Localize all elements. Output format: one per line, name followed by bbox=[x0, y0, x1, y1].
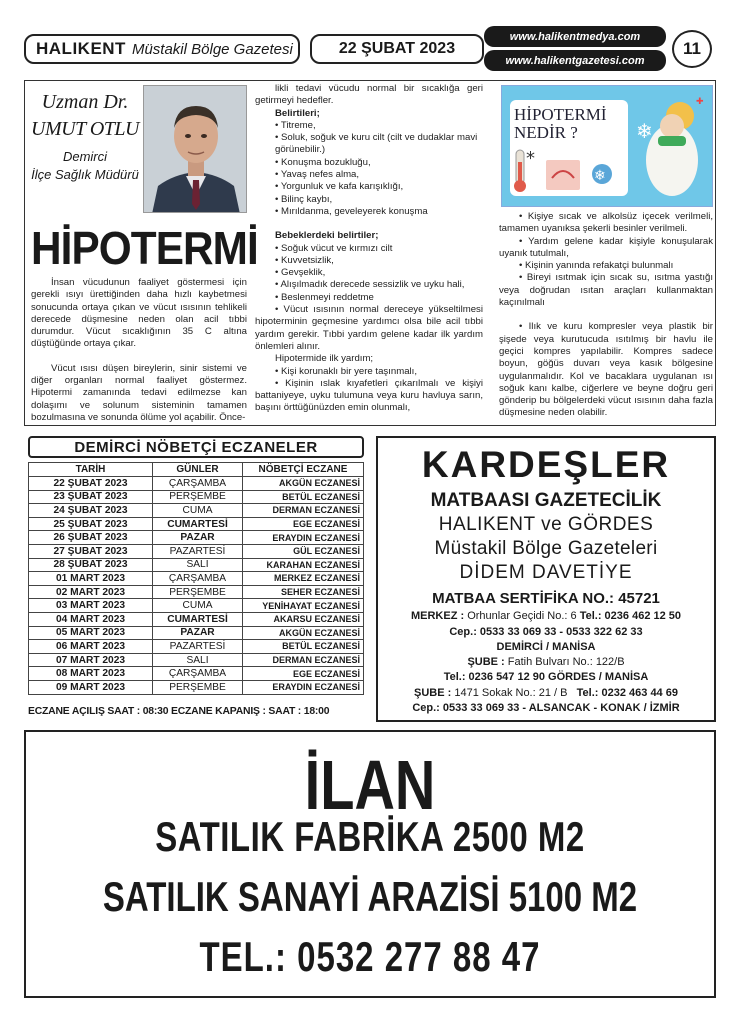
list-item: • Mırıldanma, geveleyerek konuşma bbox=[275, 205, 428, 217]
cell-date: 06 MART 2023 bbox=[29, 640, 153, 654]
table-row bbox=[29, 477, 364, 491]
paragraph: İnsan vücudunun faaliyet göstermesi için gerekli ısıyı ürettiğinden daha hızlı kaybetmesi sonucunda ortaya çıkan ve vücut ısısının tehlikeli derecede düşmesine neden olan acil tıbbi durumdur. Vücut sıcaklığının 35 C altına düştüğünde ortaya çıkar. bbox=[31, 277, 247, 350]
table-row bbox=[29, 599, 364, 613]
first-aid-heading: Hipotermide ilk yardım; bbox=[275, 353, 374, 365]
table-row bbox=[29, 504, 364, 518]
cell-pharmacy: DERMAN ECZANESİ bbox=[243, 504, 364, 518]
ad-merkez-line bbox=[378, 610, 714, 622]
cell-date: 04 MART 2023 bbox=[29, 612, 153, 626]
ad-sube2-line bbox=[378, 687, 714, 699]
list-item: • Ilık ve kuru kompresler veya plastik bir şişede veya kurutucuda ısıtılmış bir havlu ile geçici kompres yapılabilir. Kompres sadece boyun, göğüs duvarı veya kasık bölgesine uygulanmalıdır. Kol ve bacaklara uygulanan ısı soğuk kanı kalbe, ciğerlere ve beyne doğru geri gönderip bu bölgelerdeki vücut ısısının daha fazla düşmesine neden olabilir. bbox=[499, 321, 713, 419]
cell-pharmacy: ERAYDIN ECZANESİ bbox=[243, 531, 364, 545]
cell-pharmacy: GÜL ECZANESİ bbox=[243, 544, 364, 558]
infographic-title bbox=[514, 106, 607, 142]
infographic-title-line-1: HİPOTERMİ bbox=[514, 105, 607, 124]
merkez-address: Orhunlar Geçidi No.: 6 bbox=[467, 610, 577, 622]
cell-pharmacy: AKARSU ECZANESİ bbox=[243, 612, 364, 626]
sube2-label: ŞUBE : bbox=[414, 687, 452, 699]
list-item: • Kişi korunaklı bir yere taşınmalı, bbox=[275, 365, 417, 377]
cell-date: 25 ŞUBAT 2023 bbox=[29, 517, 153, 531]
cell-day: PERŞEMBE bbox=[153, 585, 243, 599]
cell-day: PERŞEMBE bbox=[153, 490, 243, 504]
classified-line-1: SATILIK FABRİKA 2500 M2 bbox=[155, 813, 585, 860]
printing-house-ad bbox=[376, 436, 716, 722]
paragraph: • Vücut ısısının normal dereceye yükseltilmesi hipoterminin geçmesine yardımcı olsa bile acil tıbbi yardım gerekir. Tıbbi yardım gelene kadar ilk yardım önlemleri alınır. bbox=[255, 304, 483, 352]
cell-day: PAZAR bbox=[153, 626, 243, 640]
table-row bbox=[29, 612, 364, 626]
ad-merkez-mobile: Cep.: 0533 33 069 33 - 0533 322 62 33 bbox=[449, 626, 643, 638]
ad-sube1-phone: Tel.: 0236 547 12 90 GÖRDES / MANİSA bbox=[443, 671, 649, 683]
ad-line-5: DİDEM DAVETİYE bbox=[459, 562, 633, 583]
pharmacy-title: DEMİRCİ NÖBETÇİ ECZANELER bbox=[28, 436, 364, 458]
cell-day: ÇARŞAMBA bbox=[153, 572, 243, 586]
cell-pharmacy: AKGÜN ECZANESİ bbox=[243, 477, 364, 491]
classified-phone: TEL.: 0532 277 88 47 bbox=[199, 933, 541, 980]
cell-pharmacy: EGE ECZANESİ bbox=[243, 667, 364, 681]
ad-certificate: MATBAA SERTİFİKA NO.: 45721 bbox=[432, 590, 660, 607]
svg-text:❄: ❄ bbox=[636, 119, 653, 143]
merkez-label: MERKEZ : bbox=[410, 610, 465, 622]
table-row bbox=[29, 531, 364, 545]
list-item: • Bireyi ısıtmak için sıcak su, ısıtma yastığı veya doğrudan ısıtan araçları kullanmaktan kaçınılmalı bbox=[499, 272, 713, 309]
website-link-1[interactable]: www.halikentmedya.com bbox=[484, 26, 666, 47]
list-item: • Soğuk vücut ve kırmızı cilt bbox=[275, 242, 393, 254]
website-links bbox=[484, 26, 666, 72]
cell-day: PERŞEMBE bbox=[153, 680, 243, 694]
cell-date: 24 ŞUBAT 2023 bbox=[29, 504, 153, 518]
table-row bbox=[29, 490, 364, 504]
cell-date: 09 MART 2023 bbox=[29, 680, 153, 694]
newspaper-subtitle: Müstakil Bölge Gazetesi bbox=[131, 40, 293, 58]
cell-date: 07 MART 2023 bbox=[29, 653, 153, 667]
cell-date: 27 ŞUBAT 2023 bbox=[29, 544, 153, 558]
cell-pharmacy: KARAHAN ECZANESİ bbox=[243, 558, 364, 572]
table-row bbox=[29, 544, 364, 558]
classified-line-2: SATILIK SANAYİ ARAZİSİ 5100 M2 bbox=[102, 873, 638, 920]
author-location: Demirci bbox=[62, 149, 108, 164]
paragraph: likli tedavi vücudu normal bir sıcaklığa geri getirmeyi hedefler. bbox=[255, 83, 483, 107]
cell-day: CUMA bbox=[153, 599, 243, 613]
table-row bbox=[29, 640, 364, 654]
list-item: • Bilinç kaybı, bbox=[275, 193, 333, 205]
portrait-image bbox=[144, 86, 247, 213]
sube2-phone: Tel.: 0232 463 44 69 bbox=[576, 687, 678, 699]
cell-date: 26 ŞUBAT 2023 bbox=[29, 531, 153, 545]
author-title: Uzman Dr. bbox=[41, 91, 129, 113]
ad-sube2-mobile: Cep.: 0533 33 069 33 - ALSANCAK - KONAK / İZMİR bbox=[412, 702, 680, 714]
cell-pharmacy: DERMAN ECZANESİ bbox=[243, 653, 364, 667]
table-row bbox=[29, 626, 364, 640]
issue-date: 22 ŞUBAT 2023 bbox=[310, 34, 484, 64]
list-item: • Konuşma bozukluğu, bbox=[275, 156, 371, 168]
list-item: • Kişiye sıcak ve alkolsüz içecek verilmeli, tamamen uyanıksa şekerli besinler verilmeli. bbox=[499, 211, 713, 235]
pharmacy-table bbox=[28, 462, 364, 695]
sube1-label: ŞUBE : bbox=[467, 656, 505, 668]
cell-day: PAZARTESİ bbox=[153, 640, 243, 654]
cell-day: SALI bbox=[153, 558, 243, 572]
cell-pharmacy: EGE ECZANESİ bbox=[243, 517, 364, 531]
svg-text:*: * bbox=[526, 148, 535, 169]
ad-line-3: HALIKENT ve GÖRDES bbox=[438, 514, 654, 535]
svg-text:❄: ❄ bbox=[594, 168, 606, 184]
list-item: • Gevşeklik, bbox=[275, 267, 326, 279]
cell-date: 23 ŞUBAT 2023 bbox=[29, 490, 153, 504]
cell-day: ÇARŞAMBA bbox=[153, 667, 243, 681]
page-number: 11 bbox=[672, 30, 712, 68]
cell-date: 03 MART 2023 bbox=[29, 599, 153, 613]
author-position: İlçe Sağlık Müdürü bbox=[31, 167, 139, 182]
cell-day: ÇARŞAMBA bbox=[153, 477, 243, 491]
list-item: • Yavaş nefes alma, bbox=[275, 169, 360, 181]
pharmacy-hours: ECZANE AÇILIŞ SAAT : 08:30 ECZANE KAPANIŞ : SAAT : 18:00 bbox=[28, 706, 330, 717]
ad-company-name: KARDEŞLER bbox=[421, 444, 671, 485]
masthead bbox=[24, 26, 716, 72]
paragraph: Vücut ısısı düşen bireylerin, sinir sistemi ve diğer organları normal faaliyet göstermez. Hipotermi zamanında tedavi edilmezse kan dolaşımı ve solunum sisteminin tamamen bozulmasına ve sonunda ölüme yol açabilir. Önce- bbox=[31, 362, 247, 423]
cell-pharmacy: YENİHAYAT ECZANESİ bbox=[243, 599, 364, 613]
author-name: UMUT OTLU bbox=[31, 118, 139, 140]
list-item: • Soluk, soğuk ve kuru cilt (cilt ve dudaklar mavi görünebilir.) bbox=[275, 132, 478, 156]
merkez-phone: Tel.: 0236 462 12 50 bbox=[579, 610, 682, 622]
cell-day: CUMA bbox=[153, 504, 243, 518]
sube2-address: 1471 Sokak No.: 21 / B bbox=[454, 687, 568, 699]
cell-day: CUMARTESİ bbox=[153, 612, 243, 626]
list-item: • Yorgunluk ve kafa karışıklığı, bbox=[275, 181, 404, 193]
cell-date: 05 MART 2023 bbox=[29, 626, 153, 640]
list-item: • Kişinin ıslak kıyafetleri çıkarılmalı ve kişiyi battaniyeye, uyku tulumuna veya kuru havluya sarın, başını örttüğünüzden emin olunmalı, bbox=[255, 377, 483, 414]
table-row bbox=[29, 680, 364, 694]
symptoms-heading: Belirtileri; bbox=[275, 107, 320, 119]
ad-sube1-line bbox=[378, 656, 714, 668]
cell-pharmacy: AKGÜN ECZANESİ bbox=[243, 626, 364, 640]
cell-date: 08 MART 2023 bbox=[29, 667, 153, 681]
cell-date: 01 MART 2023 bbox=[29, 572, 153, 586]
table-row bbox=[29, 558, 364, 572]
article-column-1 bbox=[31, 277, 247, 424]
list-item: • Titreme, bbox=[275, 119, 316, 131]
table-row bbox=[29, 653, 364, 667]
svg-text:✚: ✚ bbox=[696, 97, 704, 107]
cell-day: PAZARTESİ bbox=[153, 544, 243, 558]
hypothermia-article bbox=[24, 80, 716, 426]
cell-pharmacy: SEHER ECZANESİ bbox=[243, 585, 364, 599]
column-header-day: GÜNLER bbox=[153, 463, 243, 477]
article-title: HİPOTERMİ bbox=[31, 222, 258, 274]
article-column-2 bbox=[255, 83, 483, 415]
list-item: • Beslenmeyi reddetme bbox=[275, 291, 374, 303]
classified-ad bbox=[24, 730, 716, 998]
baby-symptoms-heading: Bebeklerdeki belirtiler; bbox=[275, 230, 379, 242]
author-photo bbox=[143, 85, 247, 213]
sube1-address: Fatih Bulvarı No.: 122/B bbox=[507, 656, 625, 668]
column-header-date: TARİH bbox=[29, 463, 153, 477]
cell-date: 02 MART 2023 bbox=[29, 585, 153, 599]
cell-date: 22 ŞUBAT 2023 bbox=[29, 477, 153, 491]
ad-line-4: Müstakil Bölge Gazeteleri bbox=[434, 538, 658, 559]
cell-day: SALI bbox=[153, 653, 243, 667]
newspaper-name-bold: HALIKENT bbox=[36, 39, 126, 58]
list-item: • Yardım gelene kadar kişiyle konuşularak uyanık tutulmalı, bbox=[499, 235, 713, 259]
website-link-2[interactable]: www.halikentgazetesi.com bbox=[484, 50, 666, 71]
list-item: • Kuvvetsizlik, bbox=[275, 254, 334, 266]
newspaper-name bbox=[24, 34, 300, 64]
ad-merkez-city: DEMİRCİ / MANİSA bbox=[496, 641, 596, 653]
hypothermia-infographic bbox=[501, 85, 713, 207]
table-row bbox=[29, 585, 364, 599]
cell-day: CUMARTESİ bbox=[153, 517, 243, 531]
table-row bbox=[29, 572, 364, 586]
cell-pharmacy: MERKEZ ECZANESİ bbox=[243, 572, 364, 586]
cell-pharmacy: ERAYDIN ECZANESİ bbox=[243, 680, 364, 694]
pharmacy-duty-table bbox=[24, 436, 370, 722]
cell-pharmacy: BETÜL ECZANESİ bbox=[243, 640, 364, 654]
list-item: • Alışılmadık derecede sessizlik ve uyku hali, bbox=[275, 279, 465, 291]
author-block bbox=[29, 91, 141, 182]
infographic-title-line-2: NEDİR ? bbox=[514, 123, 578, 142]
table-row bbox=[29, 667, 364, 681]
ad-line-2: MATBAASI GAZETECİLİK bbox=[430, 490, 662, 511]
column-header-pharmacy: NÖBETÇİ ECZANE bbox=[243, 463, 364, 477]
cell-date: 28 ŞUBAT 2023 bbox=[29, 558, 153, 572]
classified-title: İLAN bbox=[304, 745, 436, 824]
list-item: • Kişinin yanında refakatçi bulunmalı bbox=[519, 260, 674, 272]
cell-pharmacy: BETÜL ECZANESİ bbox=[243, 490, 364, 504]
table-row bbox=[29, 517, 364, 531]
cell-day: PAZAR bbox=[153, 531, 243, 545]
article-column-3 bbox=[499, 211, 713, 420]
